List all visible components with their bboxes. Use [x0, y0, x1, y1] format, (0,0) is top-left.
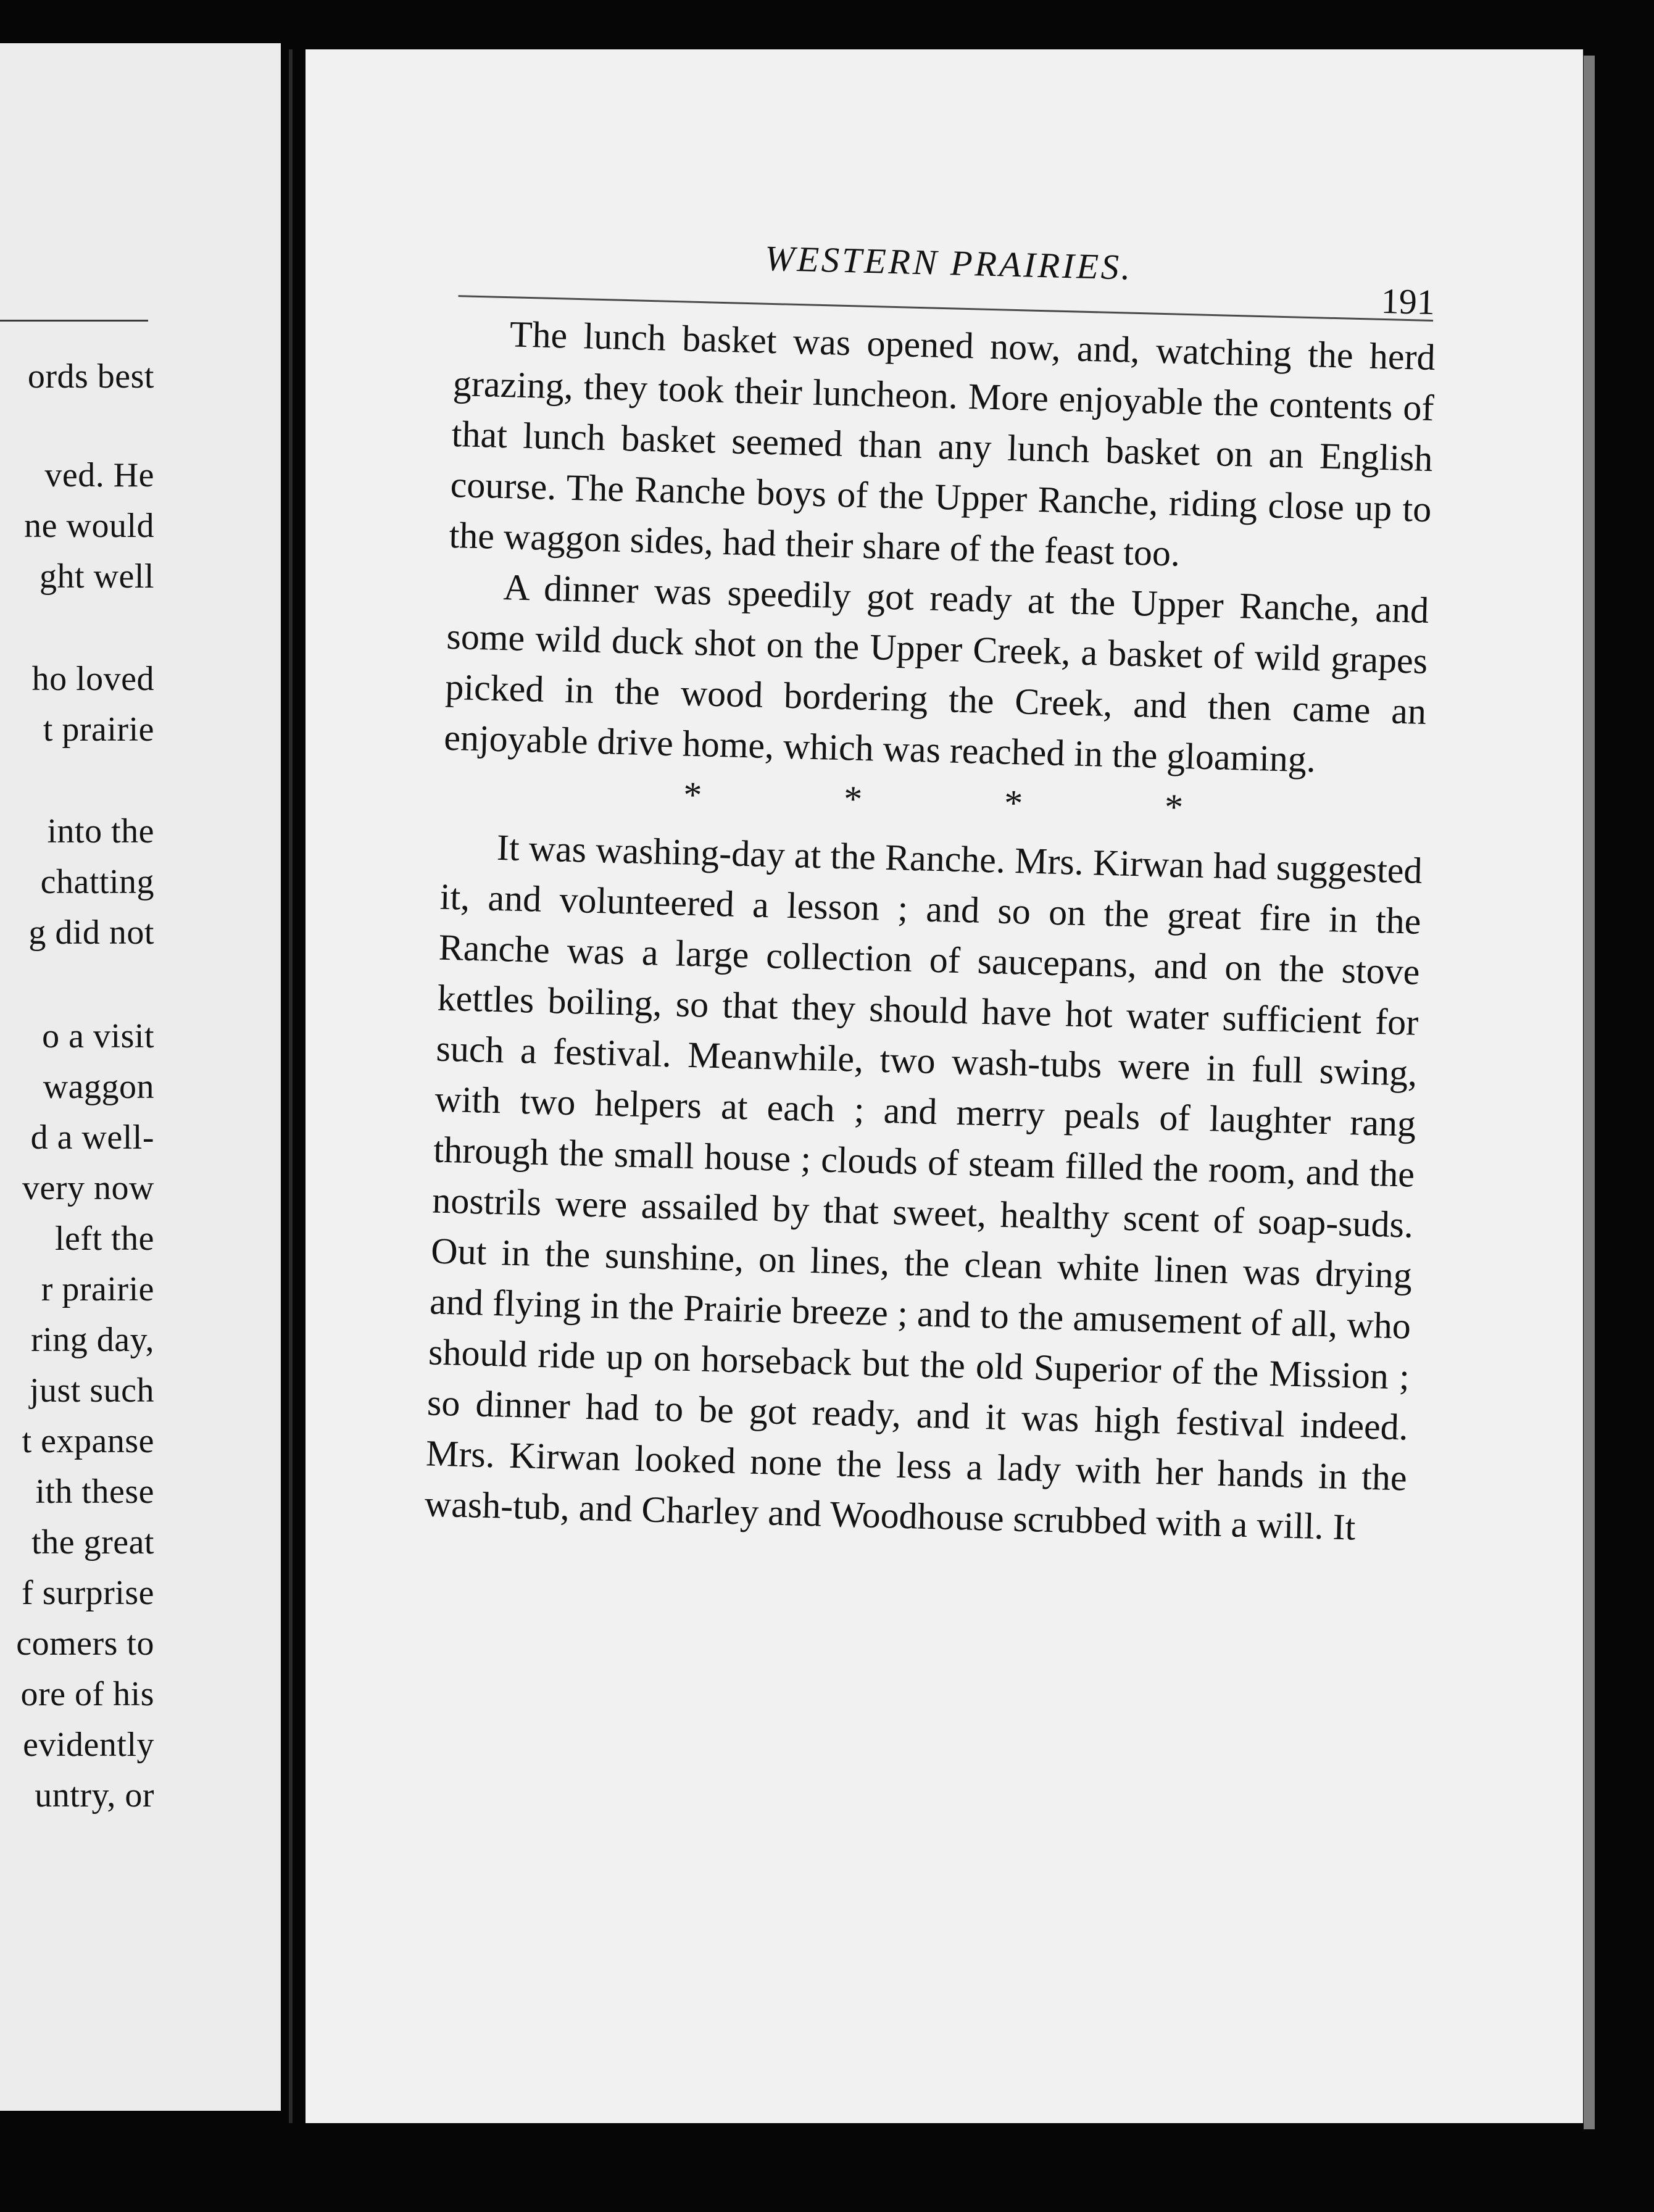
- left-line: ords best: [27, 357, 154, 396]
- left-line: g did not: [28, 913, 154, 952]
- section-break-star: *: [1164, 786, 1184, 828]
- section-break-star: *: [1004, 782, 1023, 824]
- left-header-rule: [0, 320, 148, 322]
- left-line: ved. He: [44, 456, 154, 494]
- left-line: ho loved: [31, 660, 154, 698]
- left-line: left the: [54, 1220, 154, 1258]
- left-line: ght well: [39, 557, 154, 596]
- book-gutter: [289, 49, 293, 2123]
- left-line: o a visit: [42, 1017, 154, 1055]
- paragraph: A dinner was speedily got ready at the Upper Ranche, and some wild duck shot on the Upper Creek, a basket of wild grapes picked in the wood bordering the Creek, and then came an enjoyable drive home, which was reached in the gloaming.: [443, 567, 1430, 780]
- left-line: t expanse: [22, 1422, 154, 1460]
- page-edge: [1584, 56, 1595, 2129]
- section-break-star: *: [843, 778, 863, 820]
- left-line: just such: [29, 1371, 154, 1410]
- left-line: d a well-: [30, 1118, 154, 1157]
- left-line: evidently: [23, 1726, 154, 1764]
- left-line: ith these: [35, 1473, 154, 1511]
- left-line: the great: [31, 1523, 154, 1561]
- right-page: [305, 49, 1583, 2123]
- left-line: ring day,: [31, 1321, 154, 1359]
- left-line: into the: [47, 812, 154, 850]
- left-line: f surprise: [22, 1574, 154, 1612]
- left-line: r prairie: [41, 1270, 154, 1308]
- left-line: comers to: [16, 1624, 154, 1663]
- body-text: [424, 307, 1436, 1554]
- left-page: [0, 43, 281, 2111]
- paragraph: The lunch basket was opened now, and, watching the herd grazing, they took their luncheon. More enjoyable the contents of that lunch basket seemed than any lunch basket on an English course. The Ranche boys of the Upper Ranche, riding close up to the waggon sides, had their share of the feast too.: [448, 314, 1436, 574]
- left-line: ne would: [24, 507, 154, 545]
- left-line: t prairie: [43, 710, 154, 749]
- running-head: WESTERN PRAIRIES.: [764, 238, 1134, 288]
- left-line: untry, or: [35, 1776, 154, 1815]
- left-line: chatting: [40, 863, 154, 901]
- paragraph: It was washing-day at the Ranche. Mrs. Kirwan had suggested it, and volunteered a lesson ; and so on the great fire in the Ranche was a large collection of saucepans, and on the stove kettles boiling, so that they should have hot water sufficient for such a festival. Meanwhile, two wash-tubs were in full swing, with two helpers at each ; and merry peals of laughter rang through the small house ; clouds of steam filled the room, and the nostrils were assailed by that sweet, healthy scent of soap-suds. Out in the sunshine, on lines, the clean white linen was drying and flying in the Prairie breeze ; and to the amusement of all, who should ride up on horseback but the old Superior of the Mission ; so dinner had to be got ready, and it was high festival indeed. Mrs. Kirwan looked none the less a lady with her hands in the wash-tub, and Charley and Woodhouse scrubbed with a will. It: [424, 826, 1423, 1548]
- section-break-star: *: [683, 774, 703, 816]
- left-line: ore of his: [20, 1675, 154, 1713]
- right-page-content: [305, 49, 1583, 2123]
- left-line: very now: [22, 1169, 154, 1207]
- page-number: 191: [1381, 280, 1436, 323]
- left-line: waggon: [43, 1068, 154, 1106]
